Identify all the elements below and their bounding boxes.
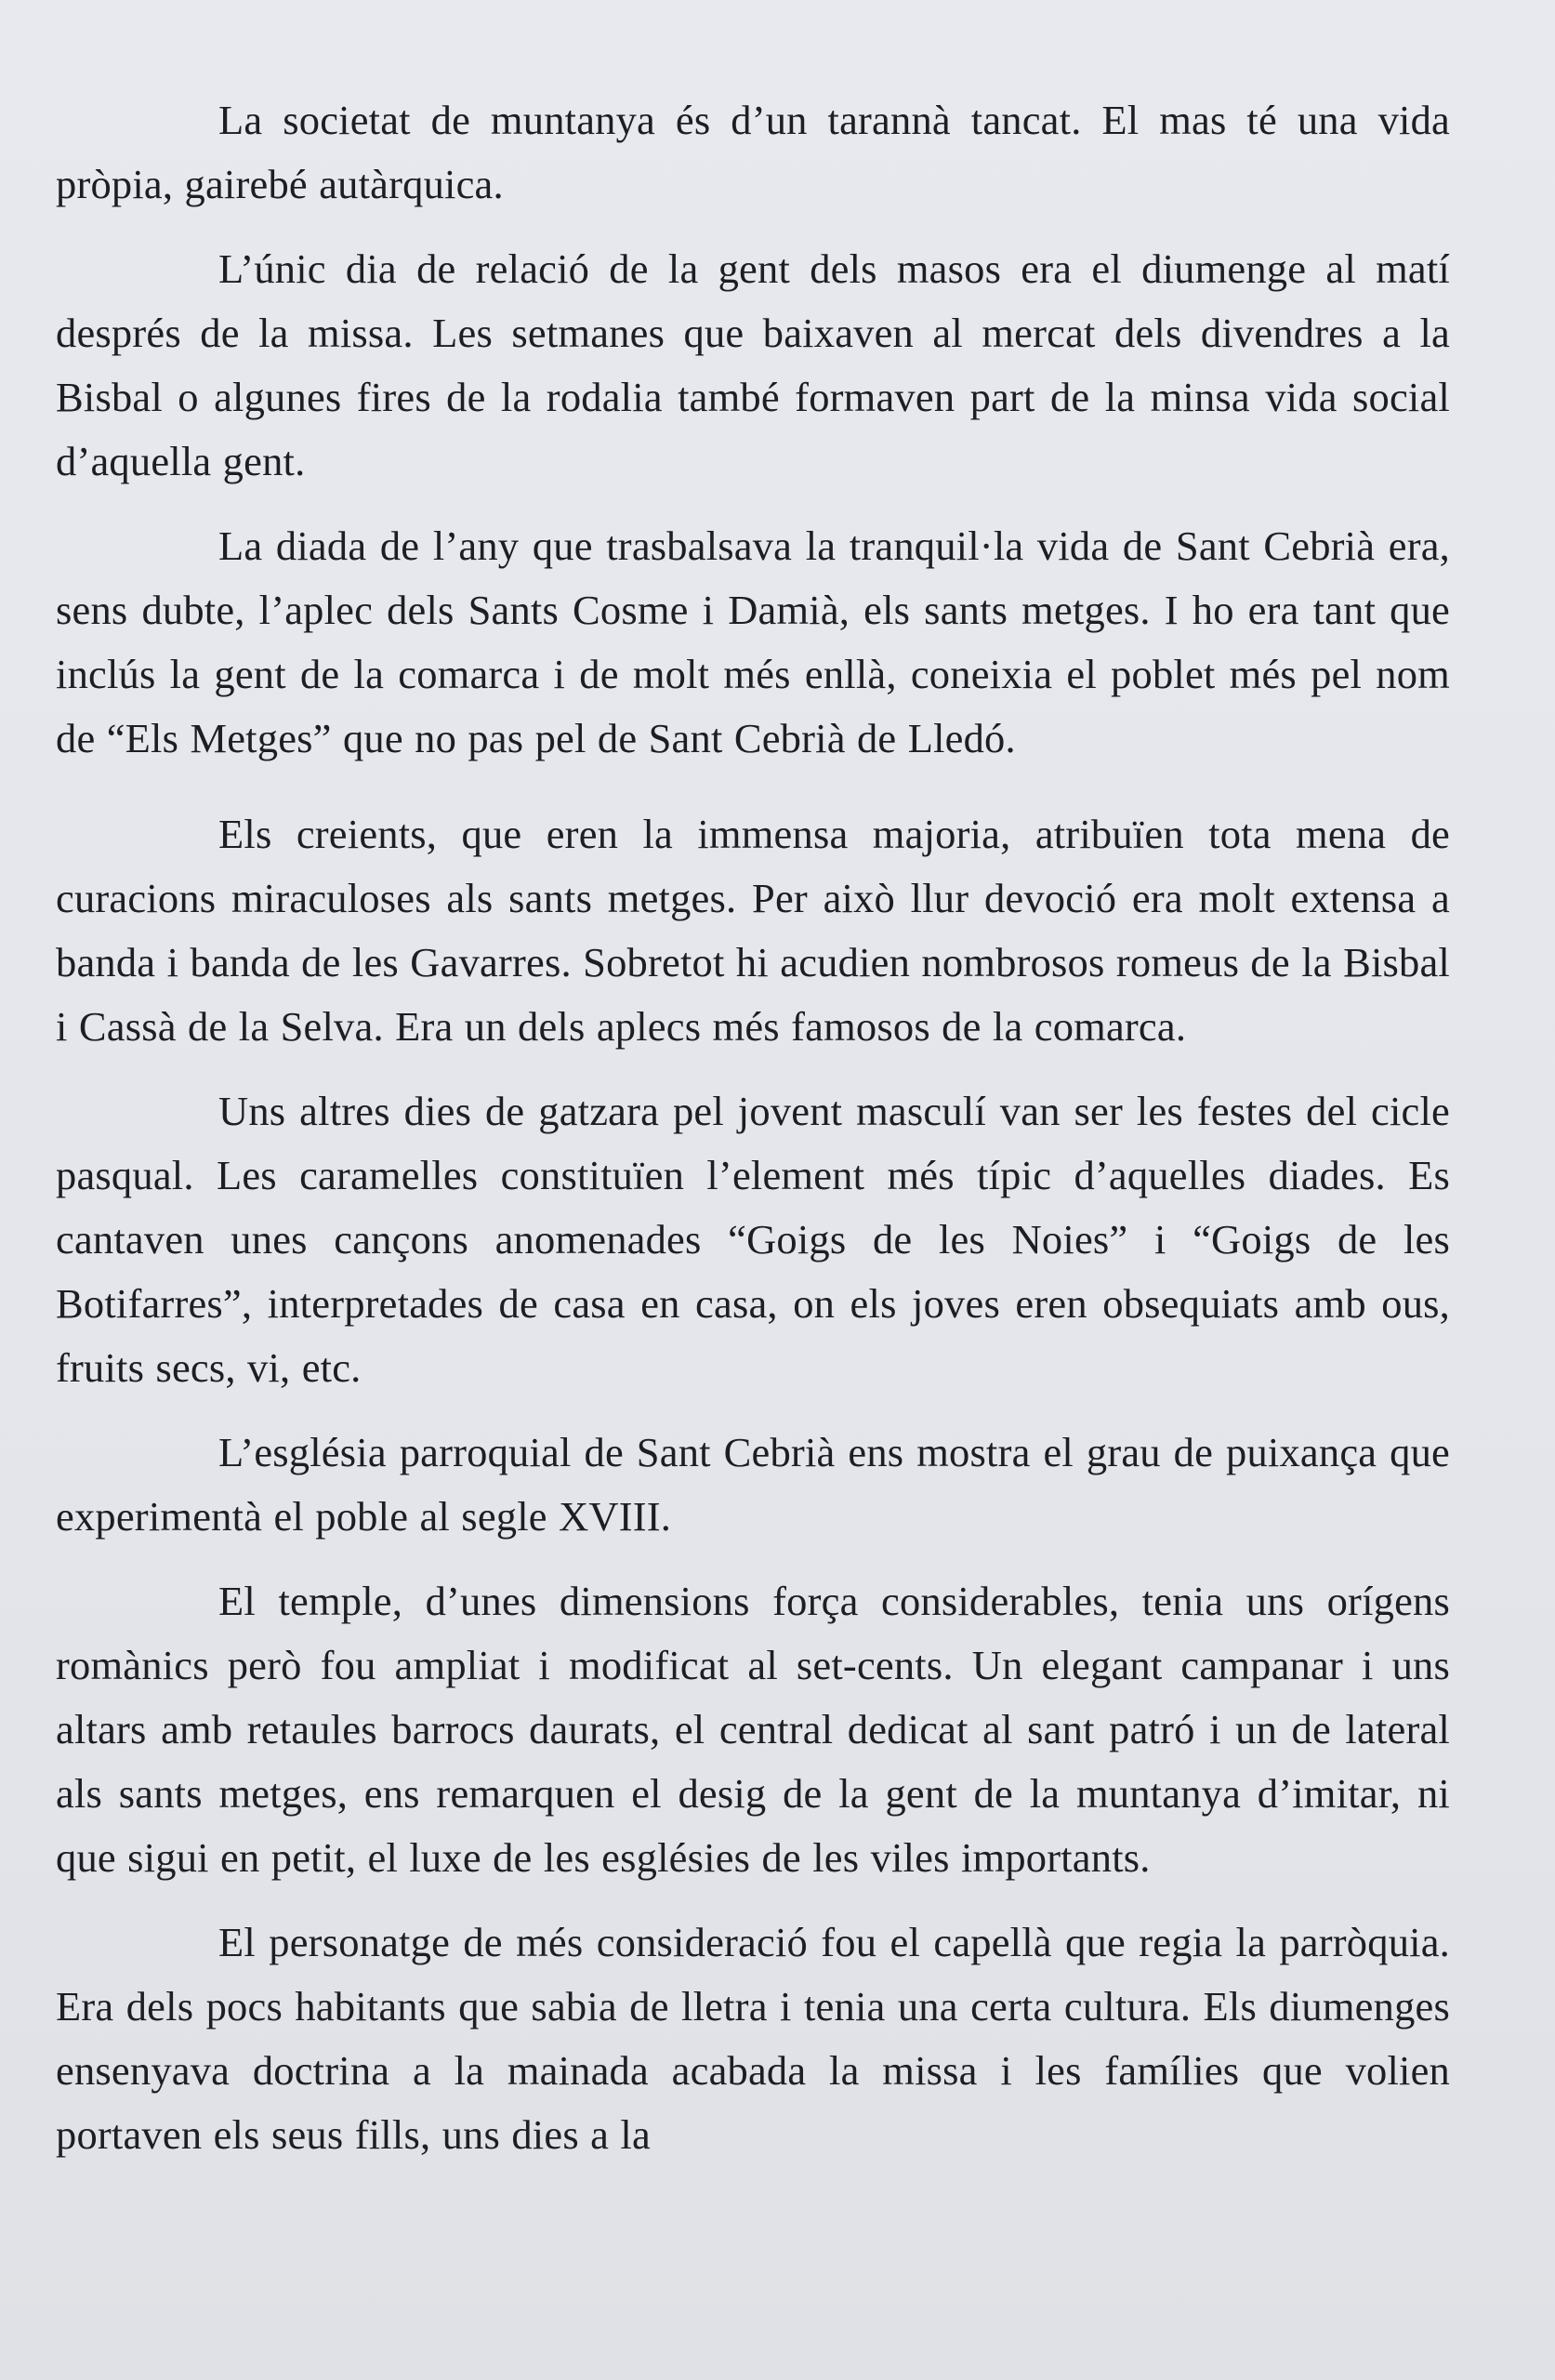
paragraph-7: El temple, d’unes dimensions força considerables, tenia uns orígens romànics però fou ampliat i modificat al set-cents. Un elegant campanar i uns altars amb retaules barrocs daurats, el central dedicat al sant patró i un de lateral als sants metges, ens remarquen el desig de la gent de la muntanya d’imitar, ni que sigui en petit, el luxe de les esglésies de les viles importants. [56, 1578, 1450, 1881]
paragraph-5: Uns altres dies de gatzara pel jovent masculí van ser les festes del cicle pasqual. Les caramelles constituïen l’element més típic d’aquelles diades. Es cantaven unes cançons anomenades “Goigs de les Noies” i “Goigs de les Botifarres”, interpretades de casa en casa, on els joves eren obsequiats amb ous, fruits secs, vi, etc. [56, 1088, 1450, 1391]
paragraph-4: Els creients, que eren la immensa majoria, atribuïen tota mena de curacions miraculoses als sants metges. Per això llur devoció era molt extensa a banda i banda de les Gavarres. Sobretot hi acudien nombrosos romeus de la Bisbal i Cassà de la Selva. Era un dels aplecs més famosos de la comarca. [56, 811, 1450, 1050]
paragraph-2: L’únic dia de relació de la gent dels masos era el diumenge al matí després de la missa. Les setmanes que baixaven al mercat dels divendres a la Bisbal o algunes fires de la rodalia també formaven part de la minsa vida social d’aquella gent. [56, 245, 1450, 484]
paragraph-6: L’església parroquial de Sant Cebrià ens mostra el grau de puixança que experimentà el poble al segle XVIII. [56, 1429, 1450, 1540]
paragraph-1: La societat de muntanya és d’un tarannà tancat. El mas té una vida pròpia, gairebé autàrquica. [56, 97, 1450, 207]
paragraph-3: La diada de l’any que trasbalsava la tranquil·la vida de Sant Cebrià era, sens dubte, l’aplec dels Sants Cosme i Damià, els sants metges. I ho era tant que inclús la gent de la comarca i de molt més enllà, coneixia el poblet més pel nom de “Els Metges” que no pas pel de Sant Cebrià de Lledó. [56, 522, 1450, 761]
paragraph-8: El personatge de més consideració fou el capellà que regia la parròquia. Era dels pocs habitants que sabia de lletra i tenia una certa cultura. Els diumenges ensenyava doctrina a la mainada acabada la missa i les famílies que volien portaven els seus fills, uns dies a la [56, 1919, 1450, 2158]
body-text [56, 88, 1450, 2167]
